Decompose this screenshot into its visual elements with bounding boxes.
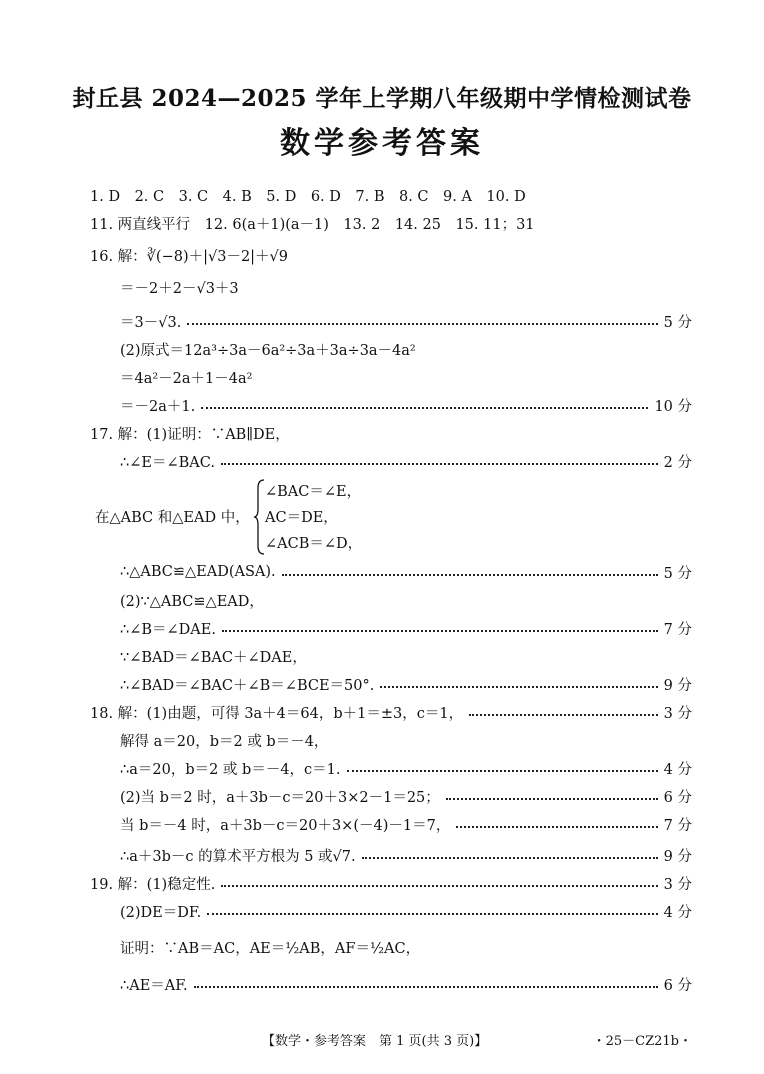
answer-line-choice [90, 182, 692, 208]
line-text: ∴a＝20，b＝2 或 b＝－4，c＝1. [120, 761, 341, 778]
answer-line-17 [90, 420, 692, 446]
line-text: ＝4a²－2a＋1－4a² [120, 370, 253, 387]
score-label: 7 分 [663, 621, 692, 638]
line-text: ∵∠BAD＝∠BAC＋∠DAE， [120, 649, 307, 666]
score-label: 3 分 [663, 705, 692, 722]
leader-dots [222, 630, 658, 632]
line-text: (2)DE＝DF. [120, 904, 202, 921]
answer-line [120, 971, 692, 997]
line-text: ∴AE＝AF. [120, 977, 188, 994]
footer-code: ・25－CZ21b・ [592, 1034, 692, 1049]
answer-line [120, 755, 692, 781]
score-label: 3 分 [663, 876, 692, 893]
answer-line [120, 274, 692, 300]
leader-dots [194, 986, 658, 988]
page-subtitle: 数学参考答案 [280, 126, 484, 161]
page-title: 封丘县 2024—2025 学年上学期八年级期中学情检测试卷 [72, 85, 692, 112]
line-text: ∴∠E＝∠BAC. [120, 454, 215, 471]
line-text: ∴∠BAD＝∠BAC＋∠B＝∠BCE＝50°. [120, 677, 375, 694]
footer-page-info: 【数学・参考答案 第 1 页(共 3 页)】 [262, 1034, 488, 1049]
line-text: 1. D 2. C 3. C 4. B 5. D 6. D 7. B 8. C 9. A 10. D [90, 188, 526, 205]
brace-item: AC＝DE， [265, 510, 338, 526]
line-text: ＝3－√3. [120, 314, 182, 331]
brace-item: ∠ACB＝∠D， [265, 536, 363, 552]
line-text: (2)当 b＝2 时，a＋3b－c＝20＋3×2－1＝25； [120, 789, 440, 806]
line-text: (2)∵△ABC≌△EAD， [120, 593, 264, 610]
score-label: 7 分 [663, 817, 692, 834]
answer-line [120, 308, 692, 334]
line-text: 16. 解：∛(−8)＋|√3－2|＋√9 [90, 248, 289, 265]
line-text: ∴a＋3b－c 的算术平方根为 5 或√7. [120, 848, 356, 865]
answer-line [120, 559, 692, 585]
leader-dots [456, 826, 657, 828]
answer-line [120, 336, 692, 362]
leader-dots [362, 857, 658, 859]
answer-line [120, 783, 692, 809]
line-text: 18. 解：(1)由题，可得 3a＋4＝64，b＋1＝±3，c＝1， [90, 705, 464, 722]
score-label: 5 分 [663, 314, 692, 331]
line-text: ＝－2a＋1. [120, 398, 196, 415]
score-label: 6 分 [663, 977, 692, 994]
brace-system [95, 478, 495, 556]
score-label: 10 分 [654, 398, 692, 415]
answer-line [120, 842, 692, 868]
answer-line [120, 671, 692, 697]
leader-dots [207, 913, 657, 915]
score-label: 4 分 [663, 904, 692, 921]
line-text: 解得 a＝20，b＝2 或 b＝－4， [120, 733, 329, 750]
answer-line [120, 643, 692, 669]
brace-lead-text: 在△ABC 和△EAD 中， [95, 510, 250, 526]
answer-line [120, 898, 692, 924]
answer-line [120, 587, 692, 613]
score-label: 9 分 [663, 848, 692, 865]
score-label: 4 分 [663, 761, 692, 778]
line-text: 11. 两直线平行 12. 6(a＋1)(a－1) 13. 2 14. 25 15. 11；31 [90, 216, 535, 233]
leader-dots [221, 463, 658, 465]
line-text: (2)原式＝12a³÷3a－6a²÷3a＋3a÷3a－4a² [120, 342, 416, 359]
line-text: 当 b＝－4 时，a＋3b－c＝20＋3×(－4)－1＝7， [120, 817, 451, 834]
answer-line [120, 934, 692, 960]
line-text: 证明：∵AB＝AC，AE＝½AB，AF＝½AC， [120, 940, 421, 957]
leader-dots [187, 323, 657, 325]
leader-dots [469, 714, 658, 716]
answer-line-18 [90, 699, 692, 725]
line-text: 17. 解：(1)证明：∵AB∥DE， [90, 426, 290, 443]
line-text: ＝－2＋2－√3＋3 [120, 280, 239, 297]
answer-line [120, 392, 692, 418]
brace-item: ∠BAC＝∠E， [265, 484, 362, 500]
line-text: ∴∠B＝∠DAE. [120, 621, 216, 638]
answer-line [120, 727, 692, 753]
answer-line-fill [90, 210, 692, 236]
left-brace-icon [253, 478, 265, 556]
line-text: 19. 解：(1)稳定性. [90, 876, 216, 893]
leader-dots [446, 798, 658, 800]
leader-dots [380, 686, 657, 688]
answer-line-16 [90, 242, 692, 268]
score-label: 2 分 [663, 454, 692, 471]
leader-dots [201, 407, 648, 409]
score-label: 9 分 [663, 677, 692, 694]
answer-line [120, 364, 692, 390]
score-label: 5 分 [663, 565, 692, 582]
line-text: ∴△ABC≌△EAD(ASA). [120, 564, 276, 580]
leader-dots [347, 770, 658, 772]
answer-line [120, 448, 692, 474]
score-label: 6 分 [663, 789, 692, 806]
leader-dots [221, 885, 657, 887]
answer-line [120, 811, 692, 837]
leader-dots [282, 574, 658, 576]
answer-line-19 [90, 870, 692, 896]
answer-line [120, 615, 692, 641]
